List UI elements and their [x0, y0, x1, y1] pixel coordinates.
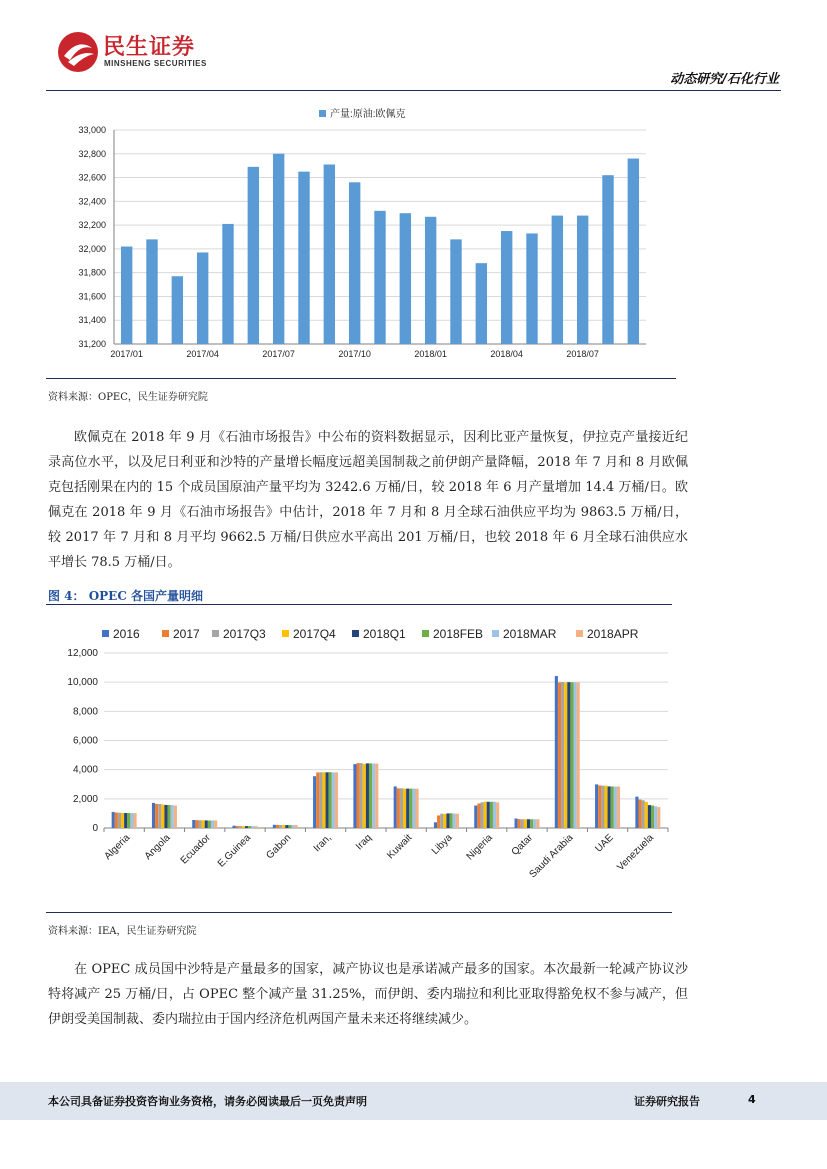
- bar: [164, 805, 167, 828]
- legend-label: 2018APR: [587, 627, 639, 641]
- legend-swatch: [576, 630, 583, 637]
- bar: [555, 676, 558, 828]
- bar: [118, 813, 121, 828]
- chart1-source-note: 资料来源：OPEC，民生证券研究院: [48, 392, 208, 403]
- bar: [276, 825, 279, 828]
- bar: [406, 789, 409, 828]
- x-tick-label: 2017/10: [338, 349, 371, 359]
- bar: [279, 825, 282, 828]
- bar: [400, 788, 403, 828]
- x-tick-label: Libya: [429, 832, 455, 858]
- bar: [552, 216, 563, 344]
- bar: [496, 802, 499, 828]
- bar: [574, 682, 577, 828]
- y-tick-label: 0: [92, 823, 98, 834]
- bar: [657, 807, 660, 828]
- bar: [248, 826, 251, 828]
- x-tick-label: Ecuador: [178, 832, 213, 867]
- bar: [313, 776, 316, 828]
- opec-output-chart: [46, 104, 676, 374]
- page-number: 4: [748, 1093, 756, 1106]
- y-tick-label: 31,800: [78, 267, 106, 278]
- bar: [425, 217, 436, 344]
- bar: [450, 239, 461, 344]
- bar: [648, 805, 651, 828]
- bar: [356, 763, 359, 828]
- y-tick-label: 32,400: [78, 196, 106, 207]
- bar: [158, 804, 161, 828]
- bar: [434, 822, 437, 828]
- footer-disclaimer: 本公司具备证券投资咨询业务资格，请务必阅读最后一页免责声明: [48, 1095, 367, 1108]
- legend-swatch: [319, 110, 326, 117]
- bar: [112, 812, 115, 828]
- bar: [208, 821, 211, 828]
- logo-mark-icon: [56, 30, 100, 74]
- bar: [335, 772, 338, 828]
- y-tick-label: 6,000: [72, 735, 98, 747]
- legend-swatch: [352, 630, 359, 637]
- bar: [394, 786, 397, 828]
- bar: [577, 216, 588, 344]
- x-tick-label: 2018/07: [566, 349, 599, 359]
- bar: [628, 159, 639, 344]
- legend-swatch: [492, 630, 499, 637]
- bar: [526, 233, 537, 344]
- bar: [322, 772, 325, 828]
- bar: [397, 788, 400, 828]
- bar: [172, 276, 183, 344]
- bar: [446, 813, 449, 828]
- bar: [233, 826, 236, 828]
- y-tick-label: 12,000: [67, 648, 98, 659]
- bar: [412, 789, 415, 828]
- y-tick-label: 32,000: [78, 243, 106, 254]
- bar: [530, 819, 533, 828]
- bar: [372, 764, 375, 828]
- bar: [273, 825, 276, 828]
- bar: [146, 239, 157, 344]
- bar: [515, 819, 518, 828]
- y-tick-label: 4,000: [72, 764, 98, 776]
- bar: [403, 789, 406, 828]
- bar: [638, 800, 641, 828]
- bar: [577, 682, 580, 828]
- bar: [476, 263, 487, 344]
- x-tick-label: 2018/01: [414, 349, 447, 359]
- bar: [242, 826, 245, 828]
- y-tick-label: 10,000: [67, 677, 98, 689]
- bar: [127, 813, 130, 828]
- bar: [477, 804, 480, 829]
- bar: [369, 763, 372, 828]
- bar: [319, 772, 322, 828]
- bar: [567, 682, 570, 828]
- bar: [487, 802, 490, 828]
- bar: [197, 252, 208, 344]
- bar: [533, 819, 536, 828]
- bar: [285, 825, 288, 828]
- bar: [450, 813, 453, 828]
- bar: [236, 826, 239, 828]
- y-tick-label: 31,600: [78, 291, 106, 302]
- opec-country-output-chart: [46, 614, 676, 906]
- bar: [595, 784, 598, 828]
- bar: [130, 813, 133, 828]
- x-tick-label: Gabon: [264, 832, 294, 862]
- logo-chinese-text: 民生证券: [103, 35, 196, 60]
- bar: [329, 772, 332, 828]
- bar: [349, 182, 360, 344]
- bar: [152, 803, 155, 828]
- bar: [295, 825, 298, 828]
- y-tick-label: 31,400: [78, 315, 106, 326]
- chart2-source-note: 资料来源：IEA，民生证券研究院: [48, 926, 197, 937]
- opec-country-output-chart-svg: [46, 614, 676, 906]
- x-tick-label: 2017/07: [262, 349, 295, 359]
- x-tick-label: Iran,: [311, 832, 334, 855]
- bar: [501, 231, 512, 344]
- x-tick-label: 2017/04: [186, 349, 219, 359]
- bar: [527, 819, 530, 828]
- bar: [248, 167, 259, 344]
- bar: [614, 787, 617, 828]
- legend-label: 2017: [173, 627, 200, 641]
- bar: [298, 172, 309, 344]
- chart1-divider: [46, 378, 676, 379]
- header-divider: [46, 90, 781, 91]
- bar: [570, 682, 573, 828]
- bar: [536, 819, 539, 828]
- bar: [400, 213, 411, 344]
- bar: [171, 805, 174, 828]
- bar: [326, 772, 329, 828]
- bar: [121, 813, 124, 828]
- bar: [558, 682, 561, 828]
- legend-label: 2016: [113, 627, 140, 641]
- body-paragraph-1-text: 欧佩克在 2018 年 9 月《石油市场报告》中公布的资料数据显示，因利比亚产量恢复，伊拉克产量接近纪录高位水平，以及尼日利亚和沙特的产量增长幅度远超美国制裁之前伊朗产量降幅，2018 年 7 月和 8 月欧佩克包括刚果在内的 15 个成员国原油产量平均为 3242.6 万桶/日，较 2018 年 6 月产量增加 14.4 万桶/日。欧佩克在 2018 年 9 月《石油市场报告》中估计，2018 年 7 月和 8 月全球石油供应平均为 9863.5 万桶/日，较 2017 年 7 月和 8 月平均 9662.5 万桶/日供应水平高出 201 万桶/日，也较 2018 年 6 月全球石油供应水平增长 78.5 万桶/日。: [48, 430, 688, 570]
- x-tick-label: Qatar: [509, 832, 536, 858]
- y-tick-label: 2,000: [72, 793, 98, 805]
- y-tick-label: 32,200: [78, 220, 106, 231]
- bar: [598, 785, 601, 828]
- body-paragraph-2: [48, 957, 688, 1032]
- bar: [561, 682, 564, 828]
- bar: [222, 224, 233, 344]
- bar: [642, 800, 645, 828]
- bar: [608, 786, 611, 828]
- y-tick-label: 33,000: [78, 125, 106, 135]
- bar: [324, 164, 335, 344]
- bar: [292, 825, 295, 828]
- bar: [205, 820, 208, 828]
- legend-label: 2017Q4: [293, 627, 336, 641]
- bar: [155, 804, 158, 828]
- bar: [115, 813, 118, 828]
- bar: [617, 787, 620, 828]
- bar: [440, 814, 443, 828]
- bar: [245, 826, 248, 828]
- legend-swatch: [102, 630, 109, 637]
- bar: [134, 813, 137, 828]
- x-tick-label: E.Guinea: [215, 832, 254, 870]
- bar: [521, 819, 524, 828]
- x-tick-label: Algeria: [102, 832, 133, 863]
- bar: [416, 789, 419, 828]
- bar: [192, 820, 195, 828]
- bar: [375, 764, 378, 828]
- bar: [198, 820, 201, 828]
- bar: [360, 763, 363, 828]
- legend-swatch: [422, 630, 429, 637]
- x-tick-label: Iraq: [354, 832, 374, 853]
- bar: [518, 819, 521, 828]
- bar: [453, 814, 456, 828]
- bar: [251, 826, 254, 828]
- bar: [316, 772, 319, 828]
- bar: [239, 826, 242, 828]
- legend-swatch: [212, 630, 219, 637]
- x-tick-label: Nigeria: [464, 832, 495, 863]
- bar: [456, 814, 459, 828]
- bar: [484, 802, 487, 828]
- opec-output-chart-svg: [46, 104, 676, 374]
- legend-label: 2017Q3: [223, 627, 266, 641]
- legend-label: 2018FEB: [433, 627, 484, 641]
- bar: [602, 175, 613, 344]
- bar: [254, 826, 257, 828]
- bar: [480, 802, 483, 828]
- bar: [490, 802, 493, 828]
- figure-4-title: 图 4： OPEC 各国产量明细: [48, 589, 204, 603]
- bar: [121, 247, 132, 344]
- footer-report-type: 证券研究报告: [634, 1095, 700, 1108]
- bar: [282, 825, 285, 828]
- bar: [635, 797, 638, 828]
- bar: [604, 786, 607, 828]
- legend-label: 2018MAR: [503, 627, 557, 641]
- bar: [168, 805, 171, 828]
- body-paragraph-2-text: 在 OPEC 成员国中沙特是产量最多的国家，减产协议也是承诺减产最多的国家。本次最新一轮减产协议沙特将减产 25 万桶/日，占 OPEC 整个减产量 31.25%，而伊朗、委内瑞拉和利比亚取得豁免权不参与减产，但伊朗受美国制裁、委内瑞拉由于国内经济危机两国产量未来还将继续减少。: [48, 962, 688, 1027]
- x-tick-label: Saudi Arabia: [527, 832, 576, 881]
- y-tick-label: 31,200: [78, 339, 106, 349]
- bar: [474, 806, 477, 828]
- bar: [437, 815, 440, 828]
- bar: [611, 786, 614, 828]
- company-logo: [56, 30, 226, 74]
- bar: [202, 820, 205, 828]
- bar: [443, 814, 446, 828]
- x-tick-label: Kuwait: [385, 832, 415, 862]
- bar: [524, 819, 527, 828]
- bar: [214, 820, 217, 828]
- body-paragraph-1: [48, 425, 688, 575]
- bar: [174, 806, 177, 828]
- bar: [273, 154, 284, 344]
- report-section-label: 动态研究/石化行业: [670, 72, 779, 87]
- bar: [601, 786, 604, 828]
- bar: [493, 802, 496, 828]
- legend-swatch: [162, 630, 169, 637]
- bar: [161, 805, 164, 828]
- legend-swatch: [282, 630, 289, 637]
- bar: [409, 789, 412, 828]
- legend-label: 2018Q1: [363, 627, 406, 641]
- bar: [564, 683, 567, 828]
- bar: [651, 806, 654, 828]
- bar: [195, 820, 198, 828]
- chart2-divider: [46, 912, 672, 913]
- bar: [353, 764, 356, 828]
- y-tick-label: 32,600: [78, 172, 106, 183]
- bar: [124, 813, 127, 828]
- x-tick-label: Venezuela: [615, 832, 656, 874]
- x-tick-label: Angola: [142, 832, 173, 863]
- x-tick-label: 2018/04: [490, 349, 523, 359]
- y-tick-label: 8,000: [72, 706, 98, 718]
- bar: [374, 211, 385, 344]
- x-tick-label: UAE: [593, 832, 616, 855]
- bar: [332, 772, 335, 828]
- logo-english-text: MINSHENG SECURITIES: [104, 59, 207, 68]
- bar: [363, 764, 366, 828]
- bar: [366, 763, 369, 828]
- legend-label: 产量:原油:欧佩克: [330, 109, 406, 120]
- figure-4-title-divider: [46, 604, 672, 605]
- bar: [288, 825, 291, 828]
- y-tick-label: 32,800: [78, 148, 106, 159]
- x-tick-label: 2017/01: [110, 349, 143, 359]
- bar: [645, 802, 648, 828]
- bar: [211, 820, 214, 828]
- bar: [654, 806, 657, 828]
